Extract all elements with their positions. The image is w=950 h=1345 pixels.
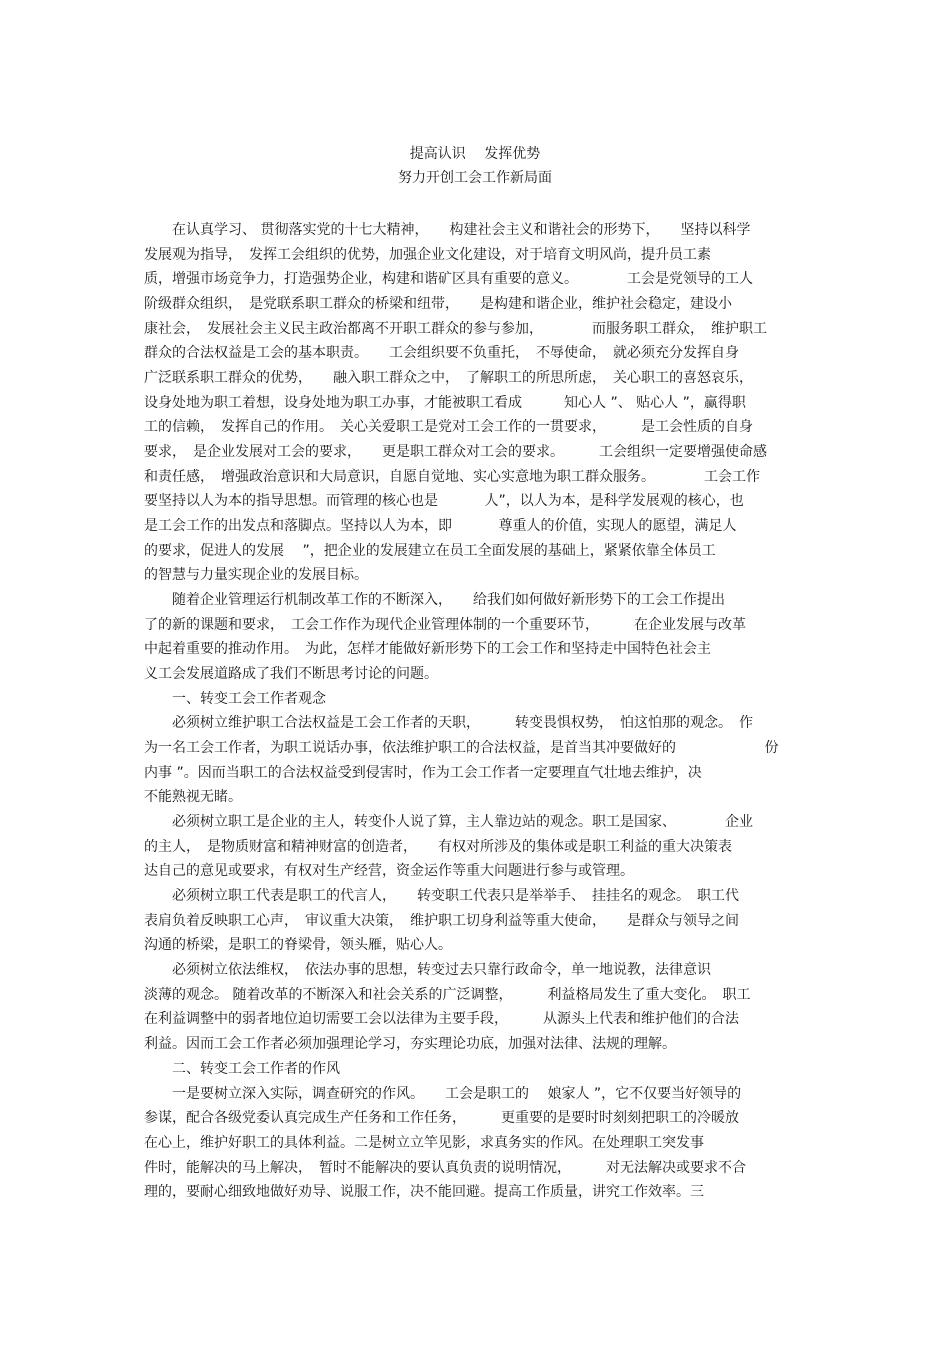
text-line: 工的信赖， 发挥自己的作用。 关心关爱职工是党对工会工作的一贯要求， 是工会性质的自身: [144, 419, 753, 436]
text-line: 的主人， 是物质财富和精神财富的创造者， 有权对所涉及的集体或是职工利益的重大决策表: [144, 838, 732, 855]
text-line: 是工会工作的出发点和落脚点。坚持以人为本，即 尊重人的价值，实现人的愿望，满足人: [144, 518, 737, 534]
text-line: 二、转变工会工作者的作风: [144, 1060, 340, 1077]
text-line: 义工会发展道路成了我们不断思考讨论的问题。: [144, 666, 438, 683]
text-line: 必须树立职工代表是职工的代言人， 转变职工代表只是举举手、 挂挂名的观念。 职工代: [144, 888, 739, 905]
text-line: 利益。因而工会工作者必须加强理论学习，夯实理论功底，加强对法律、法规的理解。: [144, 1036, 676, 1053]
text-line: 要求， 是企业发展对工会的要求， 更是职工群众对工会的要求。 工会组织一定要增强使命感: [144, 444, 767, 460]
text-line: 必须树立职工是企业的主人，转变仆人说了算，主人靠边站的观念。职工是国家、 企业: [144, 814, 753, 831]
text-line: 内事 ”。因而当职工的合法权益受到侵害时，作为工会工作者一定要理直气壮地去维护，决: [144, 764, 702, 781]
text-line: 一是要树立深入实际，调查研究的作风。 工会是职工的 娘家人 ”，它不仅要当好领导的: [144, 1085, 742, 1102]
text-line: 发展观为指导， 发挥工会组织的优势，加强企业文化建设，对于培育文明风尚，提升员工素: [144, 246, 711, 263]
text-line: 一、转变工会工作者观念: [144, 690, 326, 707]
text-line: 在认真学习、 贯彻落实党的十七大精神， 构建社会主义和谐社会的形势下， 坚持以科学: [144, 222, 751, 238]
text-line: 不能熟视无睹。: [144, 789, 242, 806]
text-line: 要坚持以人为本的指导思想。而管理的核心也是 人”，以人为本，是科学发展观的核心，也: [144, 493, 744, 510]
text-line: 中起着重要的推动作用。 为此，怎样才能做好新形势下的工会工作和坚持走中国特色社会主: [144, 641, 711, 658]
text-line: 质，增强市场竞争力，打造强势企业，构建和谐矿区具有重要的意义。 工会是党领导的工人: [144, 271, 753, 288]
text-line: 广泛联系职工群众的优势， 融入职工群众之中， 了解职工的所思所虑， 关心职工的喜怒哀乐，: [144, 370, 753, 386]
text-line: 了的新的课题和要求， 工会工作作为现代企业管理体制的一个重要环节， 在企业发展与改革: [144, 616, 746, 633]
text-line: 的智慧与力量实现企业的发展目标。: [144, 567, 368, 584]
text-line: 在心上，维护好职工的具体利益。二是树立立竿见影，求真务实的作风。在处理职工突发事: [144, 1134, 704, 1151]
document-subtitle: 努力开创工会工作新局面: [398, 170, 552, 186]
document-title: 提高认识 发挥优势: [409, 146, 541, 162]
text-line: 设身处地为职工着想，设身处地为职工办事，才能被职工看成 知心人 ”、 贴心人 ”，赢得职: [144, 394, 746, 411]
text-line: 表肩负着反映职工心声， 审议重大决策， 维护职工切身利益等重大使命， 是群众与领导之间: [144, 912, 739, 929]
text-line: 理的，要耐心细致地做好劝导、说服工作，决不能回避。提高工作质量，讲究工作效率。三: [144, 1184, 704, 1201]
text-line: 康社会， 发展社会主义民主政治都离不开职工群众的参与参加， 而服务职工群众， 维护职工: [144, 320, 767, 337]
text-line: 为一名工会工作者，为职工说话办事，依法维护职工的合法权益，是首当其冲要做好的 份: [144, 740, 779, 757]
text-line: 和责任感， 增强政治意识和大局意识，自愿自觉地、实心实意地为职工群众服务。 工会工作: [144, 468, 760, 485]
text-line: 的要求，促进人的发展 ”，把企业的发展建立在员工全面发展的基础上，紧紧依靠全体员工: [144, 542, 716, 559]
text-line: 在利益调整中的弱者地位迫切需要工会以法律为主要手段， 从源头上代表和维护他们的合法: [144, 1011, 739, 1028]
text-line: 淡薄的观念。 随着改革的不断深入和社会关系的广泛调整， 利益格局发生了重大变化。 职工: [144, 986, 751, 1003]
text-line: 参谋，配合各级党委认真完成生产任务和工作任务， 更重要的是要时时刻刻把职工的冷暖放: [144, 1110, 739, 1127]
text-line: 达自己的意见或要求，有权对生产经营，资金运作等重大问题进行参与或管理。: [144, 863, 634, 880]
text-line: 沟通的桥梁，是职工的脊梁骨，领头雁，贴心人。: [144, 937, 452, 954]
text-line: 群众的合法权益是工会的基本职责。 工会组织要不负重托， 不辱使命， 就必须充分发挥自身: [144, 345, 739, 362]
text-line: 件时，能解决的马上解决， 暂时不能解决的要认真负责的说明情况， 对无法解决或要求不合: [144, 1159, 746, 1176]
text-line: 随着企业管理运行机制改革工作的不断深入， 给我们如何做好新形势下的工会工作提出: [144, 592, 725, 608]
text-line: 阶级群众组织， 是党联系职工群众的桥梁和纽带， 是构建和谐企业，维护社会稳定，建设小: [144, 296, 732, 312]
text-line: 必须树立依法维权， 依法办事的思想，转变过去只靠行政命令，单一地说教，法律意识: [144, 962, 711, 979]
text-line: 必须树立维护职工合法权益是工会工作者的天职， 转变畏惧权势， 怕这怕那的观念。 作: [144, 715, 753, 732]
